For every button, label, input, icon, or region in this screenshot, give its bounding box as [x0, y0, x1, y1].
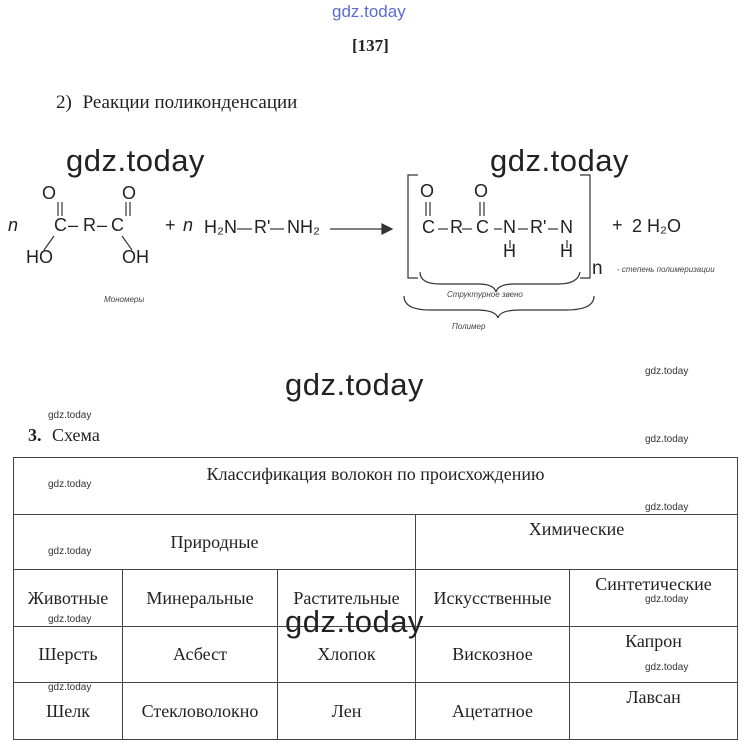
section3-heading [28, 425, 100, 446]
watermark-large: gdz.today [66, 143, 205, 178]
group-label: Химические [528, 519, 625, 539]
table-cell [570, 683, 738, 740]
plus-sign: + [165, 215, 176, 235]
radical-r: R [450, 217, 463, 237]
table-title-cell [14, 458, 738, 515]
table-title-row [14, 458, 738, 515]
atom-carbon: C [54, 215, 67, 235]
group-chemical [416, 515, 738, 570]
section2-title: Реакции поликонденсации [82, 92, 298, 113]
plus-sign: + [612, 215, 623, 235]
hydroxyl-group: OH [122, 247, 149, 267]
radical-r-prime: R' [530, 217, 547, 237]
watermark-small: gdz.today [645, 662, 689, 673]
watermark-small: gdz.today [48, 682, 92, 693]
table-group-row [14, 515, 738, 570]
polymer-note: Полимер [452, 322, 486, 331]
watermark-large: gdz.today [285, 604, 424, 639]
polymerization-degree-n: n [592, 258, 603, 279]
coefficient-n: n [183, 215, 194, 235]
subgroup-label: Минеральные [146, 587, 254, 608]
watermark-small: gdz.today [48, 410, 92, 421]
atom-oxygen: O [474, 181, 489, 201]
subgroup-label: Растительные [293, 587, 400, 608]
watermark-small: gdz.today [48, 546, 92, 557]
atom-carbon: C [476, 217, 489, 237]
radical-r: R [83, 215, 96, 235]
subgroup-cell [123, 570, 278, 627]
subgroup-label: Искусственные [433, 587, 552, 608]
fiber-name: Стекловолокно [141, 700, 259, 721]
atom-carbon: C [111, 215, 124, 235]
watermark-small: gdz.today [645, 502, 689, 513]
group-natural [14, 515, 416, 570]
bond: – [97, 215, 108, 235]
fiber-name: Шелк [46, 700, 90, 721]
fiber-name: Лен [331, 700, 362, 721]
watermark-small: gdz.today [645, 366, 689, 377]
table-cell [14, 627, 123, 683]
fiber-name: Шерсть [38, 644, 98, 664]
subgroup-cell [416, 570, 570, 627]
table-cell [123, 683, 278, 740]
section2-number: 2) [56, 92, 72, 113]
atom-oxygen: O [420, 181, 435, 201]
section3-number: 3. [28, 425, 42, 445]
reaction-equation [0, 0, 750, 340]
atom-nitrogen: N [503, 217, 516, 237]
fiber-name: Вискозное [452, 644, 533, 664]
fiber-name: Ацетатное [452, 700, 533, 721]
fiber-name: Хлопок [317, 644, 376, 664]
polymerization-degree-note: - степень полимеризации [617, 265, 715, 274]
atom-hydrogen: H [503, 241, 516, 261]
fiber-name: Лавсан [626, 687, 681, 707]
atom-nitrogen: N [560, 217, 573, 237]
table-row [14, 683, 738, 740]
water-molecule: 2 H₂O [632, 216, 681, 236]
amine-group: H₂N [204, 217, 237, 237]
atom-carbon: C [422, 217, 435, 237]
subgroup-label: Синтетические [595, 574, 712, 594]
fiber-name: Капрон [625, 631, 682, 651]
reaction-bonds [0, 0, 750, 340]
monomers-note: Мономеры [104, 295, 145, 304]
table-cell [416, 683, 570, 740]
watermark-large: gdz.today [490, 143, 629, 178]
watermark-small: gdz.today [645, 594, 689, 605]
table-cell [416, 627, 570, 683]
table-cell [123, 627, 278, 683]
atom-oxygen: O [122, 183, 137, 203]
coefficient-n: n [8, 215, 19, 235]
bond: – [68, 215, 79, 235]
watermark-small: gdz.today [48, 614, 92, 625]
hydroxyl-group: HO [26, 247, 53, 267]
atom-oxygen: O [42, 183, 57, 203]
fiber-name: Асбест [173, 644, 227, 664]
section3-title: Схема [52, 425, 100, 445]
atom-hydrogen: H [560, 241, 573, 261]
amine-group: NH₂ [287, 217, 320, 237]
table-cell [570, 627, 738, 683]
table-cell [278, 683, 416, 740]
watermark-large: gdz.today [285, 367, 424, 402]
watermark-small: gdz.today [48, 479, 92, 490]
radical-r-prime: R' [254, 217, 271, 237]
classification-table [13, 457, 738, 740]
header-watermark: gdz.today [332, 2, 406, 21]
subgroup-label: Животные [27, 587, 109, 608]
structural-unit-note: Структурное звено [447, 290, 523, 299]
page-number: [137] [352, 36, 389, 55]
watermark-small: gdz.today [645, 434, 689, 445]
group-label: Природные [170, 531, 259, 552]
table-title: Классификация волокон по происхождению [206, 464, 545, 484]
